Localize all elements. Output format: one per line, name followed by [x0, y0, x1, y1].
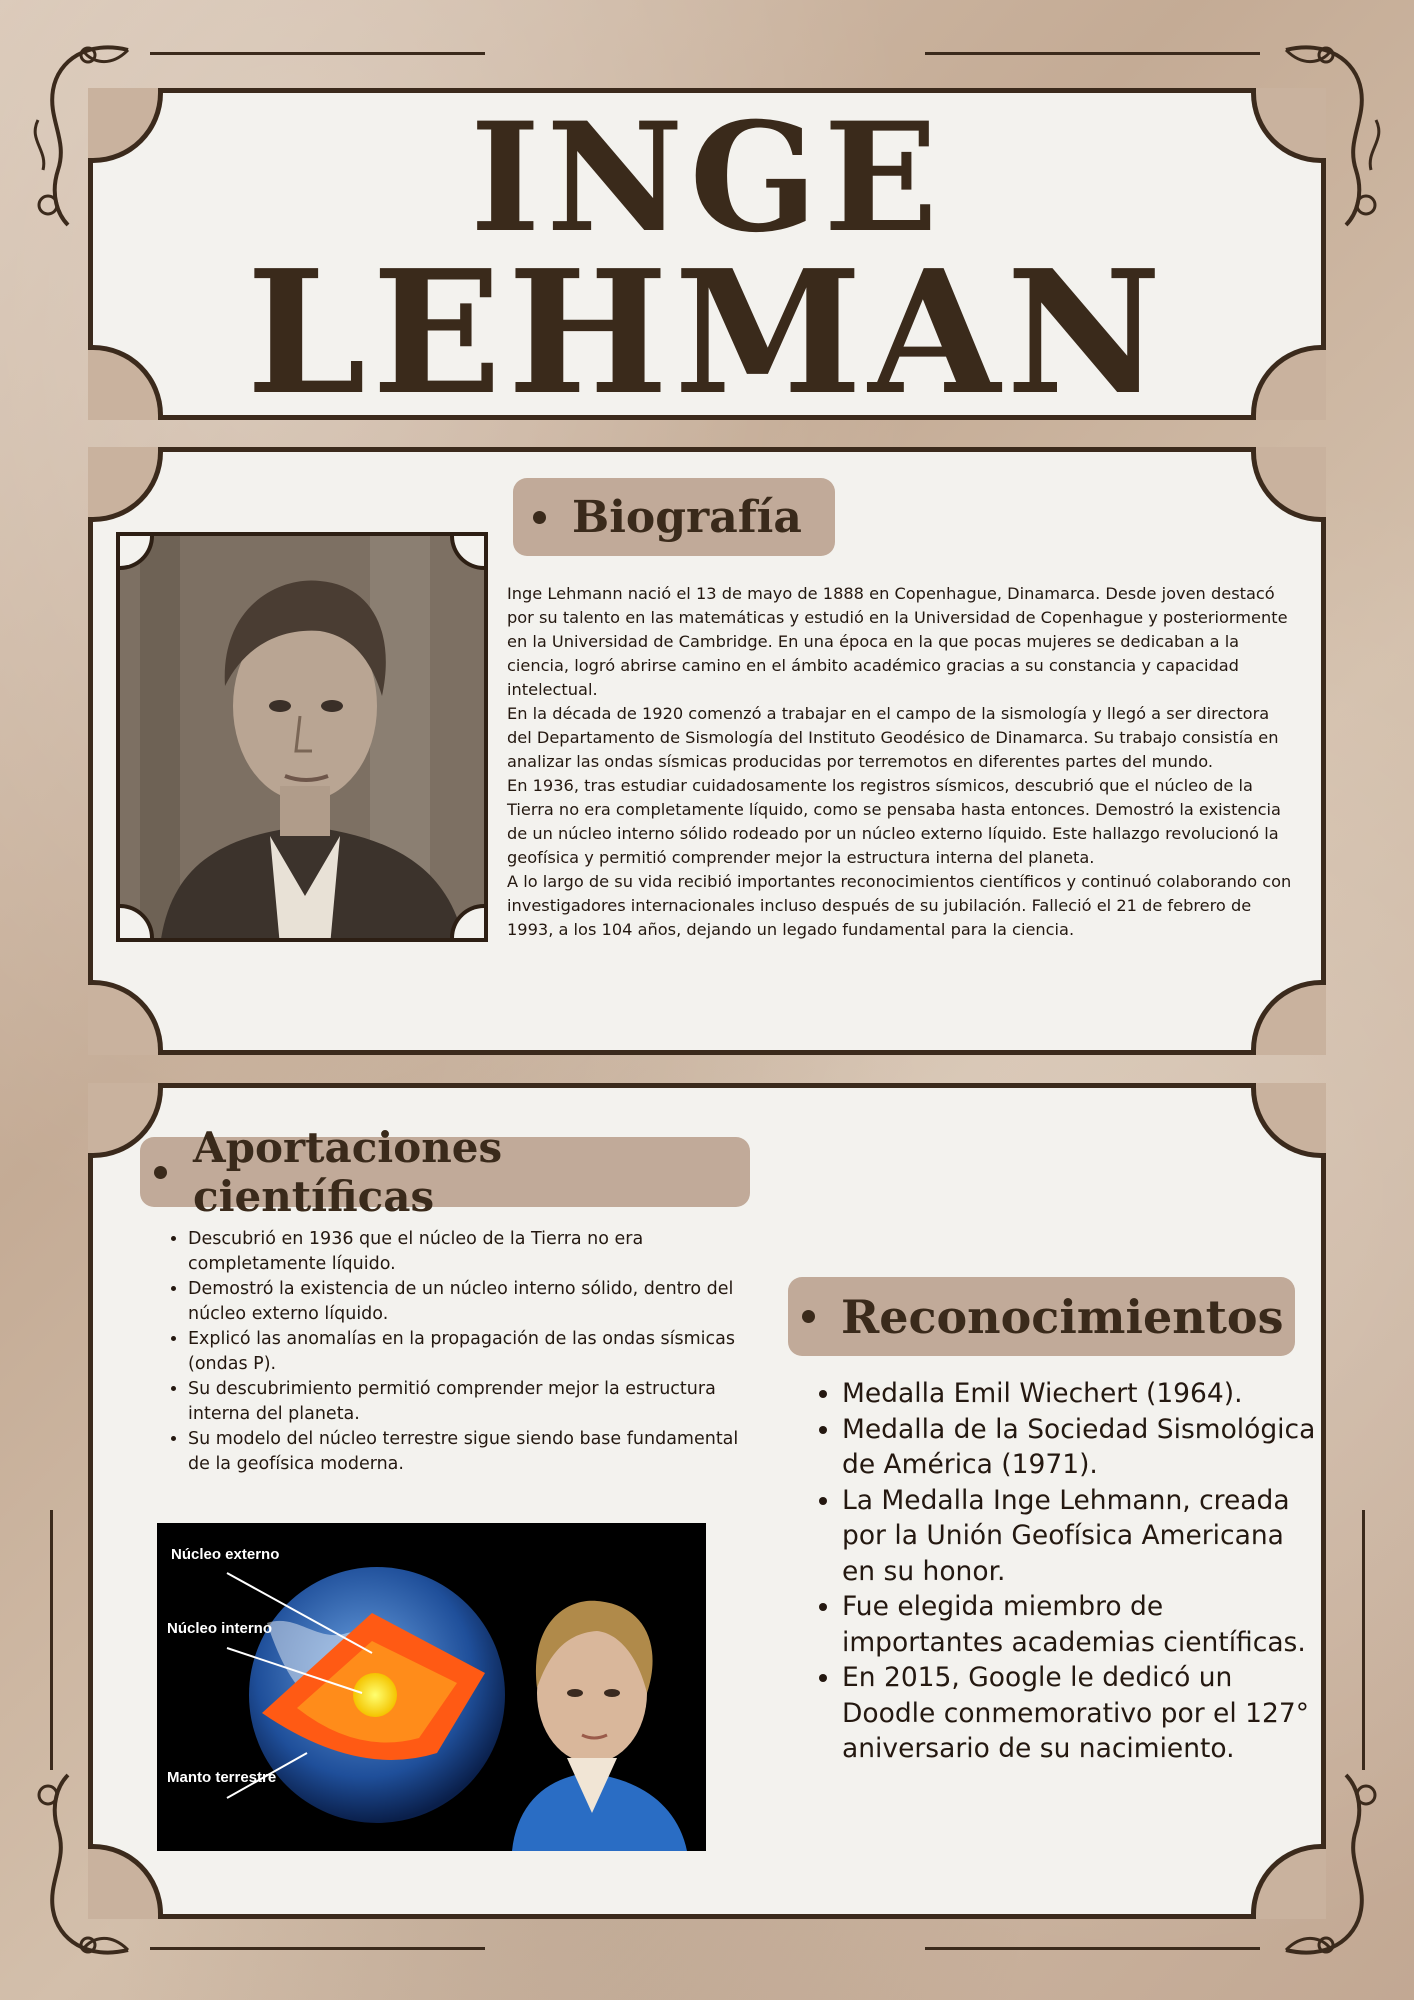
biography-paragraph: En la década de 1920 comenzó a trabajar en el campo de la sismología y llegó a ser directora del Departamento de Sismología del Instituto Geodésico de Dinamarca. Su trabajo consistía en analizar las ondas sísmicas producidas por terremotos en diferentes partes del mundo. [507, 704, 1279, 771]
biography-heading-text: Biografía [572, 491, 802, 543]
bullet-icon [533, 511, 546, 524]
recognitions-list [820, 1376, 1322, 1767]
list-item: • Descubrió en 1936 que el núcleo de la Tierra no era completamente líquido. [188, 1227, 748, 1277]
side-rule-left [50, 1510, 53, 1770]
side-rule-right [1362, 1510, 1365, 1770]
list-item: • Su descubrimiento permitió comprender mejor la estructura interna del planeta. [188, 1377, 748, 1427]
list-item: • Su modelo del núcleo terrestre sigue siendo base fundamental de la geofísica moderna. [188, 1427, 748, 1477]
biography-paragraph: A lo largo de su vida recibió importantes reconocimientos científicos y continuó colaborando con investigadores internacionales incluso después de su jubilación. Falleció el 21 de febrero de 1993, a los 104 años, dejando un legado fundamental para la ciencia. [507, 872, 1292, 939]
recognitions-heading-text: Reconocimientos [841, 1289, 1284, 1344]
outer-core-label: Núcleo externo [171, 1546, 280, 1563]
list-item: • La Medalla Inge Lehmann, creada por la Unión Geofísica Americana en su honor. [842, 1483, 1322, 1590]
biography-paragraph: En 1936, tras estudiar cuidadosamente los registros sísmicos, descubrió que el núcleo de la Tierra no era completamente líquido, como se pensaba hasta entonces. Demostró la existencia de un núcleo interno sólido rodeado por un núcleo externo líquido. Este hallazgo revolucionó la geofísica y permitió comprender mejor la estructura interna del planeta. [507, 776, 1281, 867]
biography-text [507, 582, 1297, 942]
portrait-illustration [120, 536, 488, 942]
earth-core-image [157, 1523, 706, 1851]
list-item: • Medalla Emil Wiechert (1964). [842, 1376, 1322, 1412]
list-item: • Demostró la existencia de un núcleo interno sólido, dentro del núcleo externo líquido. [188, 1277, 748, 1327]
earth-cross-section [157, 1523, 706, 1851]
biography-heading [513, 478, 835, 556]
mantle-label: Manto terrestre [167, 1769, 277, 1786]
top-rule-left [150, 52, 485, 55]
bottom-rule-right [925, 1947, 1260, 1950]
contributions-list [168, 1227, 748, 1477]
title-panel [88, 88, 1326, 433]
bullet-icon [154, 1166, 167, 1179]
contributions-heading [140, 1123, 750, 1221]
biography-paragraph: Inge Lehmann nació el 13 de mayo de 1888 en Copenhague, Dinamarca. Desde joven destacó por su talento en las matemáticas y estudió en la Universidad de Copenhague y posteriormente en la Universidad de Cambridge. En una época en la que pocas mujeres se dedicaban a la ciencia, logró abrirse camino en el ámbito académico gracias a su constancia y capacidad intelectual. [507, 584, 1288, 699]
recognitions-heading [788, 1277, 1295, 1356]
list-item: • Explicó las anomalías en la propagación de las ondas sísmicas (ondas P). [188, 1327, 748, 1377]
portrait-photo [116, 532, 488, 942]
top-rule-right [925, 52, 1260, 55]
list-item: • En 2015, Google le dedicó un Doodle conmemorativo por el 127° aniversario de su nacimiento. [842, 1660, 1322, 1767]
title-last-name: LEHMAN [246, 233, 1168, 433]
inner-core-label: Núcleo interno [167, 1620, 273, 1637]
contributions-heading-text: Aportaciones científicas [193, 1123, 503, 1221]
title-first-name: INGE [470, 90, 944, 266]
list-item: • Medalla de la Sociedad Sismológica de América (1971). [842, 1412, 1322, 1483]
list-item: • Fue elegida miembro de importantes academias científicas. [842, 1589, 1322, 1660]
bullet-icon [802, 1310, 815, 1323]
bottom-rule-left [150, 1947, 485, 1950]
